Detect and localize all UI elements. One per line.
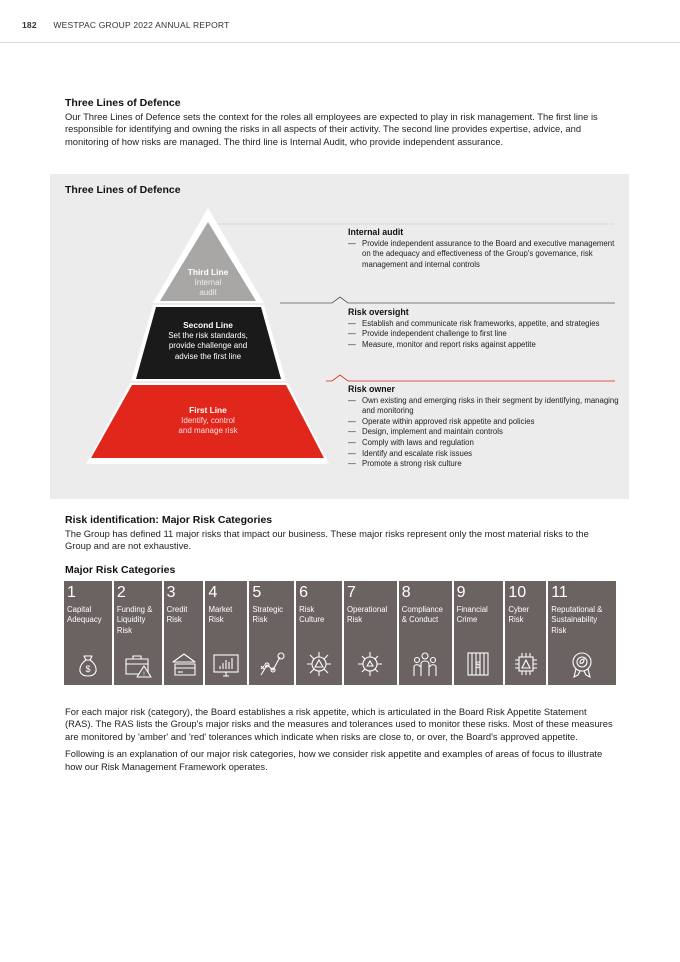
category-label: Financial Crime — [456, 605, 488, 625]
first-line-name: First Line — [189, 405, 227, 415]
risk-category-tile — [505, 581, 546, 685]
risk-owner-title: Risk owner — [348, 384, 395, 394]
category-label: Reputational & Sustainability Risk — [551, 605, 603, 635]
category-label: Credit Risk — [166, 605, 188, 625]
header-divider — [0, 42, 680, 43]
major-risk-categories-title: Major Risk Categories — [65, 564, 176, 576]
risk-owner-item: — Promote a strong risk culture — [348, 459, 623, 470]
award-badge-icon — [567, 649, 597, 679]
page-header — [22, 20, 230, 30]
risk-owner-item: — Comply with laws and regulation — [348, 438, 623, 449]
category-label: Market Risk — [208, 605, 233, 625]
second-line-desc-2: provide challenge and — [168, 341, 248, 350]
risk-oversight-item: — Provide independent challenge to first line — [348, 329, 623, 340]
risk-category-tile — [205, 581, 247, 685]
page-number: 182 — [22, 20, 37, 30]
category-label: Compliance & Conduct — [401, 605, 443, 625]
category-number: 6 — [299, 584, 309, 601]
svg-text:!: ! — [142, 672, 145, 678]
risk-category-tile — [296, 581, 342, 685]
closing-section — [65, 706, 617, 773]
diagram-title: Three Lines of Defence — [65, 184, 181, 196]
category-number: 3 — [166, 584, 176, 601]
category-number: 8 — [401, 584, 411, 601]
risk-category-tile — [548, 581, 616, 685]
risk-owner-item: — Design, implement and maintain controls — [348, 427, 623, 438]
internal-audit-block — [348, 227, 623, 270]
risk-category-tile — [114, 581, 162, 685]
risk-oversight-title: Risk oversight — [348, 307, 409, 317]
internal-audit-title: Internal audit — [348, 227, 404, 237]
risk-owner-item: — Operate within approved risk appetite and policies — [348, 417, 623, 428]
category-label: Funding & Liquidity Risk — [116, 605, 153, 635]
risk-category-tile — [344, 581, 397, 685]
risk-category-tile — [454, 581, 504, 685]
second-line-text — [138, 320, 278, 362]
people-icon — [410, 649, 440, 679]
intro-section — [65, 97, 617, 148]
risk-owner-block — [348, 384, 623, 470]
risk-culture-icon — [304, 649, 334, 679]
risk-category-tile — [249, 581, 294, 685]
third-line-desc-1: Internal — [194, 277, 222, 287]
category-number: 10 — [508, 584, 527, 601]
risk-oversight-block — [348, 307, 623, 350]
risk-owner-item: — Identify and escalate risk issues — [348, 449, 623, 460]
risk-category-tile — [399, 581, 452, 685]
risk-category-row — [64, 581, 616, 685]
category-label: Capital Adequacy — [67, 605, 102, 625]
closing-paragraph-2: Following is an explanation of our major risk categories, how we consider risk appetite and examples of areas of focus to illustrate how our Risk Management Framework operates. — [65, 748, 603, 772]
category-number: 7 — [346, 584, 356, 601]
category-number: 11 — [551, 584, 568, 601]
category-number: 4 — [208, 584, 218, 601]
credit-card-icon — [169, 649, 199, 679]
third-line-name: Third Line — [187, 267, 229, 277]
second-line-desc-3: advise the first line — [174, 351, 242, 361]
risk-identification-title: Risk identification: Major Risk Categories — [65, 514, 273, 526]
category-number: 2 — [116, 584, 126, 601]
strategy-icon — [257, 649, 287, 679]
header-org: WESTPAC GROUP — [53, 20, 131, 30]
category-number: 1 — [67, 584, 76, 601]
third-line-desc-2: audit — [199, 288, 217, 297]
connector-risk-oversight — [280, 297, 615, 303]
risk-owner-item: — Own existing and emerging risks in their segment by identifying, managing and monitoring — [348, 396, 623, 417]
connector-risk-owner — [326, 375, 615, 381]
first-line-text — [138, 405, 278, 437]
third-line-text — [168, 267, 248, 299]
category-label: Strategic Risk — [252, 605, 284, 625]
risk-identification-body: The Group has defined 11 major risks that impact our business. These major risks represent only the most material risks to the Group and are not exhaustive. — [65, 528, 589, 552]
jail-dollar-icon — [463, 649, 493, 679]
svg-text:$: $ — [475, 660, 481, 670]
intro-title: Three Lines of Defence — [65, 97, 181, 109]
risk-identification-section — [65, 514, 617, 553]
risk-oversight-item: — Measure, monitor and report risks against appetite — [348, 340, 623, 351]
first-line-desc-2: and manage risk — [178, 426, 238, 435]
briefcase-warning-icon — [123, 649, 153, 679]
category-label: Cyber Risk — [508, 605, 530, 625]
category-label: Risk Culture — [299, 605, 325, 625]
second-line-name: Second Line — [183, 320, 233, 330]
cyber-warning-icon — [511, 649, 541, 679]
closing-paragraph-1: For each major risk (category), the Board establishes a risk appetite, which is articulated in the Board Risk Appetite Statement (RAS). The RAS lists the Group's major risks and the measures and tolerances used to monitor these risks. Most of these measures are monitored by 'amber' and 'red' tolerances which indicate when risks are close to, or over, the Board's approved appetite. — [65, 706, 613, 742]
first-line-desc-1: Identify, control — [181, 415, 235, 425]
svg-text:$: $ — [85, 664, 91, 674]
category-number: 9 — [456, 584, 466, 601]
market-chart-icon — [211, 649, 241, 679]
intro-body: Our Three Lines of Defence sets the context for the roles all employees are expected to play in risk management. The first line is responsible for identifying and owning the risks in all aspects of their activity. The second line provides expertise, advice, and monitoring of how risks are managed. The third line is Internal Audit, who provide independent assurance. — [65, 111, 598, 147]
risk-category-tile — [164, 581, 204, 685]
operational-gear-icon — [355, 649, 385, 679]
money-bag-icon — [73, 649, 103, 679]
risk-category-tile — [64, 581, 112, 685]
category-label: Operational Risk — [346, 605, 388, 625]
category-number: 5 — [252, 584, 262, 601]
three-lines-diagram — [50, 174, 629, 499]
internal-audit-item: — Provide independent assurance to the Board and executive management on the adequacy and effectiveness of the Group's governance, risk management and internal controls — [348, 239, 623, 271]
risk-oversight-item: — Establish and communicate risk frameworks, appetite, and strategies — [348, 319, 623, 330]
header-report: 2022 ANNUAL REPORT — [133, 20, 230, 30]
second-line-desc-1: Set the risk standards, — [168, 330, 248, 340]
